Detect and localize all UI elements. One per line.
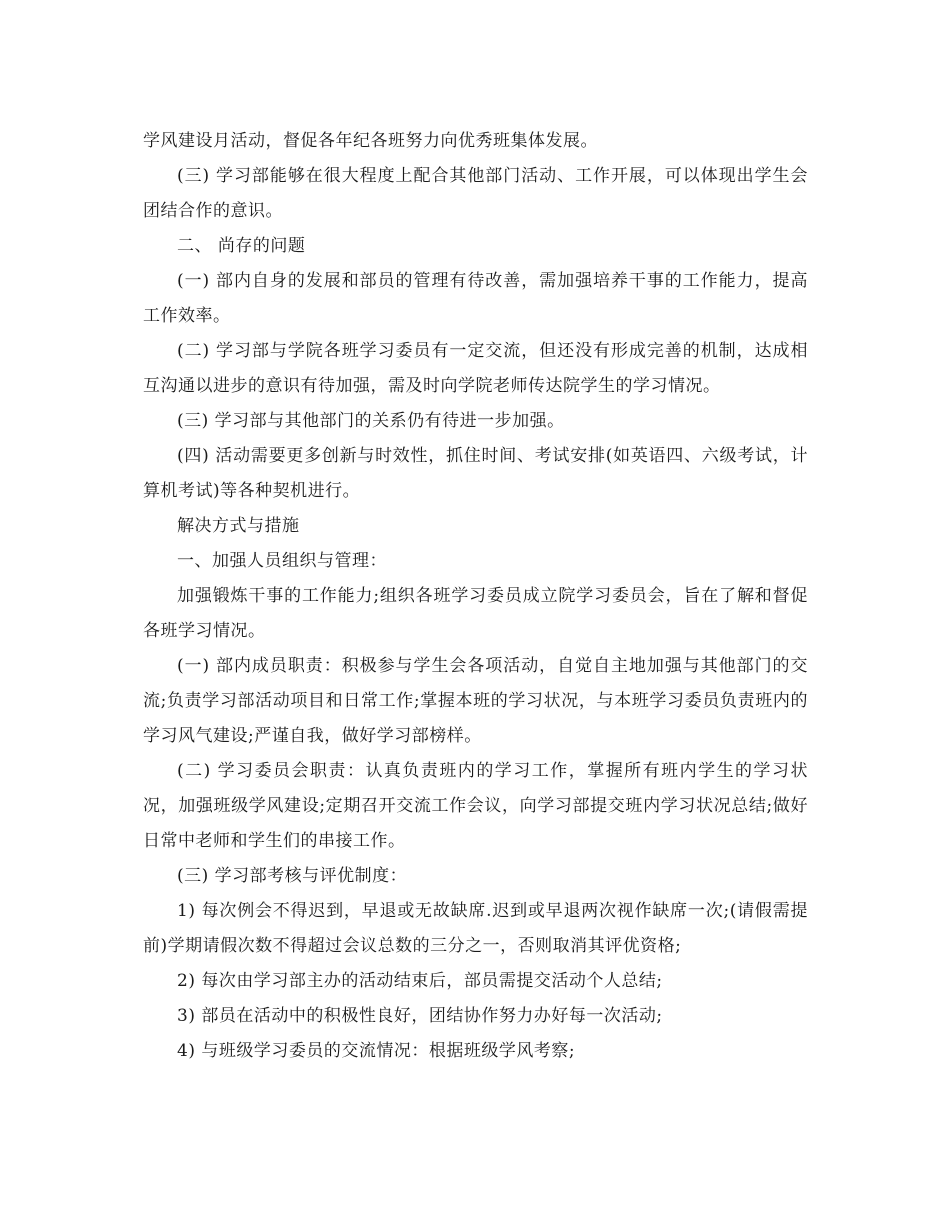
- list-item-rule-3: 3) 部员在活动中的积极性良好，团结协作努力办好每一次活动;: [177, 1006, 663, 1026]
- paragraph-problem-1: (一) 部内自身的发展和部员的管理有待改善，需加强培养干事的工作能力，提高工作效率。: [143, 271, 808, 326]
- list-item-rule-2: 2) 每次由学习部主办的活动结束后，部员需提交活动个人总结;: [177, 971, 663, 991]
- paragraph-member-duties: (一) 部内成员职责：积极参与学生会各项活动，自觉自主地加强与其他部门的交流;负责学习部活动项目和日常工作;掌握本班的学习状况，与本班学习委员负责班内的学习风气建设;严谨自我，做好学习部榜样。: [143, 656, 808, 746]
- heading-solutions: 解决方式与措施: [177, 516, 300, 536]
- list-item-rule-4: 4) 与班级学习委员的交流情况：根据班级学风考察;: [177, 1041, 576, 1061]
- heading-organization: 一、加强人员组织与管理：: [177, 551, 387, 571]
- paragraph-problem-3: (三) 学习部与其他部门的关系仍有待进一步加强。: [177, 411, 565, 431]
- paragraph-organization: 加强锻炼干事的工作能力;组织各班学习委员成立院学习委员会，旨在了解和督促各班学习情况。: [143, 586, 808, 641]
- paragraph-problem-4: (四) 活动需要更多创新与时效性，抓住时间、考试安排(如英语四、六级考试，计算机考试)等各种契机进行。: [143, 446, 808, 501]
- heading-assessment: (三) 学习部考核与评优制度：: [177, 866, 408, 886]
- paragraph-problem-2: (二) 学习部与学院各班学习委员有一定交流，但还没有形成完善的机制，达成相互沟通以进步的意识有待加强，需及时向学院老师传达院学生的学习情况。: [143, 341, 808, 396]
- list-item-rule-1: 1) 每次例会不得迟到，早退或无故缺席.迟到或早退两次视作缺席一次;(请假需提前)学期请假次数不得超过会议总数的三分之一，否则取消其评优资格;: [143, 901, 808, 956]
- document-body: [143, 124, 808, 1069]
- heading-existing-problems: 二、 尚存的问题: [177, 236, 306, 256]
- paragraph-cooperation: (三) 学习部能够在很大程度上配合其他部门活动、工作开展，可以体现出学生会团结合作的意识。: [143, 166, 808, 221]
- paragraph-continuation: 学风建设月活动，督促各年纪各班努力向优秀班集体发展。: [143, 131, 598, 151]
- paragraph-committee-duties: (二) 学习委员会职责：认真负责班内的学习工作，掌握所有班内学生的学习状况，加强班级学风建设;定期召开交流工作会议，向学习部提交班内学习状况总结;做好日常中老师和学生们的串接工作。: [143, 761, 808, 851]
